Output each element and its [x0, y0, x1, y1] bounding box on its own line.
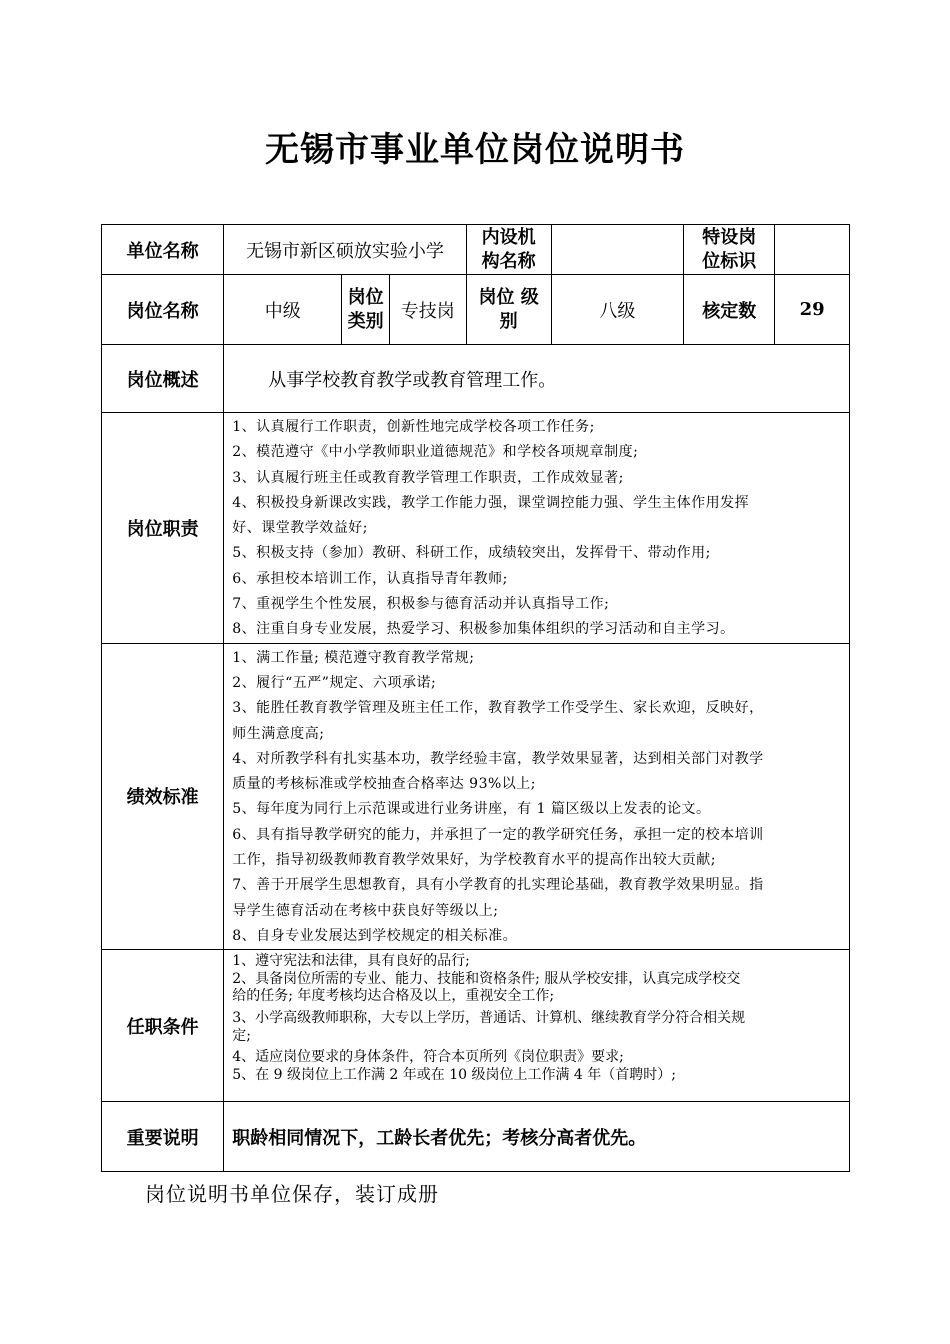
list-item: 2、履行“五严”规定、六项承诺; [232, 674, 437, 691]
list-item: 4、适应岗位要求的身体条件，符合本页所列《岗位职责》要求; [232, 1049, 624, 1066]
list-item: 质量的考核标准或学校抽查合格率达 93%以上; [232, 776, 537, 793]
qualifications-label: 任职条件 [102, 950, 224, 1102]
list-item: 7、善于开展学生思想教育，具有小学教育的扎实理论基础，教育教学效果明显。指 [232, 877, 764, 894]
quota-value: 29 [775, 275, 850, 345]
special-post-label [684, 225, 775, 275]
overview-label: 岗位概述 [102, 345, 224, 413]
important-label: 重要说明 [102, 1102, 224, 1172]
special-post-value [775, 225, 850, 275]
duties-label: 岗位职责 [102, 413, 224, 644]
dept-name-value [551, 225, 684, 275]
qualifications-list [224, 950, 850, 1102]
table-row [102, 1102, 850, 1172]
list-item: 5、每年度为同行上示范课或进行业务讲座，有 1 篇区级以上发表的论文。 [232, 801, 711, 818]
list-item: 工作，指导初级教师教育教学效果好，为学校教育水平的提高作出较大贡献; [232, 852, 716, 869]
table-row [102, 275, 850, 345]
performance-label: 绩效标准 [102, 643, 224, 950]
post-name-label: 岗位名称 [102, 275, 224, 345]
list-item: 5、在 9 级岗位上工作满 2 年或在 10 级岗位上工作满 4 年（首聘时）; [232, 1066, 676, 1083]
list-item: 2、具备岗位所需的专业、能力、技能和资格条件; 服从学校安排，认真完成学校交 [232, 970, 741, 987]
dept-name-label [466, 225, 551, 275]
post-category-label [342, 275, 390, 345]
post-category-label-line2: 类别 [347, 310, 384, 332]
list-item: 好、课堂教学效益好; [232, 520, 368, 537]
list-item: 1、认真履行工作职责，创新性地完成学校各项工作任务; [232, 419, 595, 435]
list-item: 8、自身专业发展达到学校规定的相关标准。 [232, 927, 518, 944]
list-item: 3、认真履行班主任或教育教学管理工作职责，工作成效显著; [232, 469, 624, 486]
list-item: 2、模范遵守《中小学教师职业道德规范》和学校各项规章制度; [232, 444, 639, 461]
list-item: 4、对所教学科有扎实基本功，教学经验丰富，教学效果显著，达到相关部门对教学 [232, 750, 764, 767]
table-row [102, 643, 850, 950]
post-level-label-line2: 别 [499, 310, 518, 332]
dept-name-label-line1: 内设机 [481, 226, 536, 248]
special-post-label-line2: 位标识 [702, 250, 757, 272]
list-item: 师生满意度高; [232, 725, 325, 742]
post-level-label-line1: 岗位 级 [478, 286, 539, 308]
list-item: 定; [232, 1027, 251, 1044]
post-level-value: 八级 [551, 275, 684, 345]
post-level-label [466, 275, 551, 345]
table-row [102, 225, 850, 275]
table-row [102, 345, 850, 413]
list-item: 3、能胜任教育教学管理及班主任工作，教育教学工作受学生、家长欢迎，反映好， [232, 700, 764, 717]
overview-text: 从事学校教育教学或教育管理工作。 [224, 345, 850, 413]
list-item: 1、遵守宪法和法律，具有良好的品行; [232, 953, 470, 970]
table-row [102, 413, 850, 644]
important-text: 职龄相同情况下，工龄长者优先；考核分高者优先。 [224, 1102, 850, 1172]
performance-list [224, 643, 850, 950]
list-item: 1、满工作量; 模范遵守教育教学常规; [232, 649, 475, 666]
list-item: 8、注重自身专业发展，热爱学习、积极参加集体组织的学习活动和自主学习。 [232, 621, 735, 638]
job-description-table [101, 224, 850, 1172]
dept-name-label-line2: 构名称 [481, 250, 536, 272]
duties-list [224, 413, 850, 644]
post-category-value: 专技岗 [389, 275, 466, 345]
unit-name-label: 单位名称 [102, 225, 224, 275]
list-item: 导学生德育活动在考核中获良好等级以上; [232, 902, 499, 919]
list-item: 6、具有指导教学研究的能力，并承担了一定的教学研究任务，承担一定的校本培训 [232, 826, 764, 843]
table-row [102, 950, 850, 1102]
list-item: 4、积极投身新课改实践，教学工作能力强，课堂调控能力强、学生主体作用发挥 [232, 494, 750, 511]
footer-note: 岗位说明书单位保存，装订成册 [145, 1182, 439, 1206]
list-item: 7、重视学生个性发展，积极参与德育活动并认真指导工作; [232, 596, 610, 613]
post-name-value: 中级 [224, 275, 342, 345]
unit-name-value: 无锡市新区硕放实验小学 [224, 225, 466, 275]
quota-label: 核定数 [684, 275, 775, 345]
list-item: 给的任务; 年度考核均达合格及以上，重视安全工作; [232, 988, 555, 1005]
list-item: 5、积极支持（参加）教研、科研工作，成绩较突出，发挥骨干、带动作用; [232, 545, 711, 562]
list-item: 6、承担校本培训工作，认真指导青年教师; [232, 570, 508, 587]
special-post-label-line1: 特设岗 [702, 226, 757, 248]
page-title: 无锡市事业单位岗位说明书 [265, 130, 685, 170]
list-item: 3、小学高级教师职称，大专以上学历，普通话、计算机、继续教育学分符合相关规 [232, 1010, 746, 1027]
post-category-label-line1: 岗位 [347, 286, 384, 308]
